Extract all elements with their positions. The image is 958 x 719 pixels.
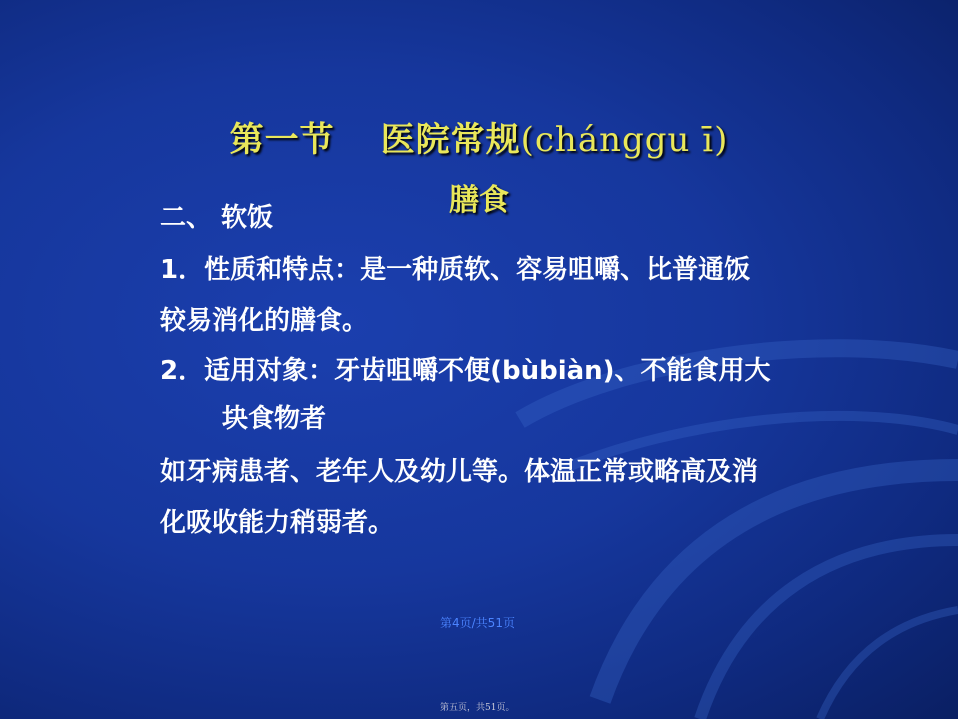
paragraph-3-line-1: 如牙病患者、老年人及幼儿等。体温正常或略高及消 — [160, 457, 759, 487]
page-number: 第4页/共51页 — [440, 616, 515, 630]
paragraph-2-line-2: 块食物者 — [222, 404, 327, 434]
section-heading: 二、 软饭 — [160, 203, 274, 233]
footer-text: 第五页，共51页。 — [440, 703, 515, 713]
paragraph-3-line-2: 化吸收能力稍弱者。 — [160, 508, 395, 538]
paragraph-1-line-2: 较易消化的膳食。 — [160, 306, 369, 336]
title-section-label: 第一节 — [229, 120, 335, 160]
slide-title-line1 — [0, 112, 958, 161]
paragraph-1-line-1: 1．性质和特点：是一种质软、容易咀嚼、比普通饭 — [160, 255, 751, 285]
paragraph-2-line-1: 2．适用对象：牙齿咀嚼不便(bùbiàn)、不能食用大 — [160, 356, 771, 386]
title-pinyin: (chánggu ī) — [520, 120, 729, 160]
slide-title-line2: 膳食 — [449, 183, 509, 218]
title-main: 医院常规 — [380, 120, 521, 160]
